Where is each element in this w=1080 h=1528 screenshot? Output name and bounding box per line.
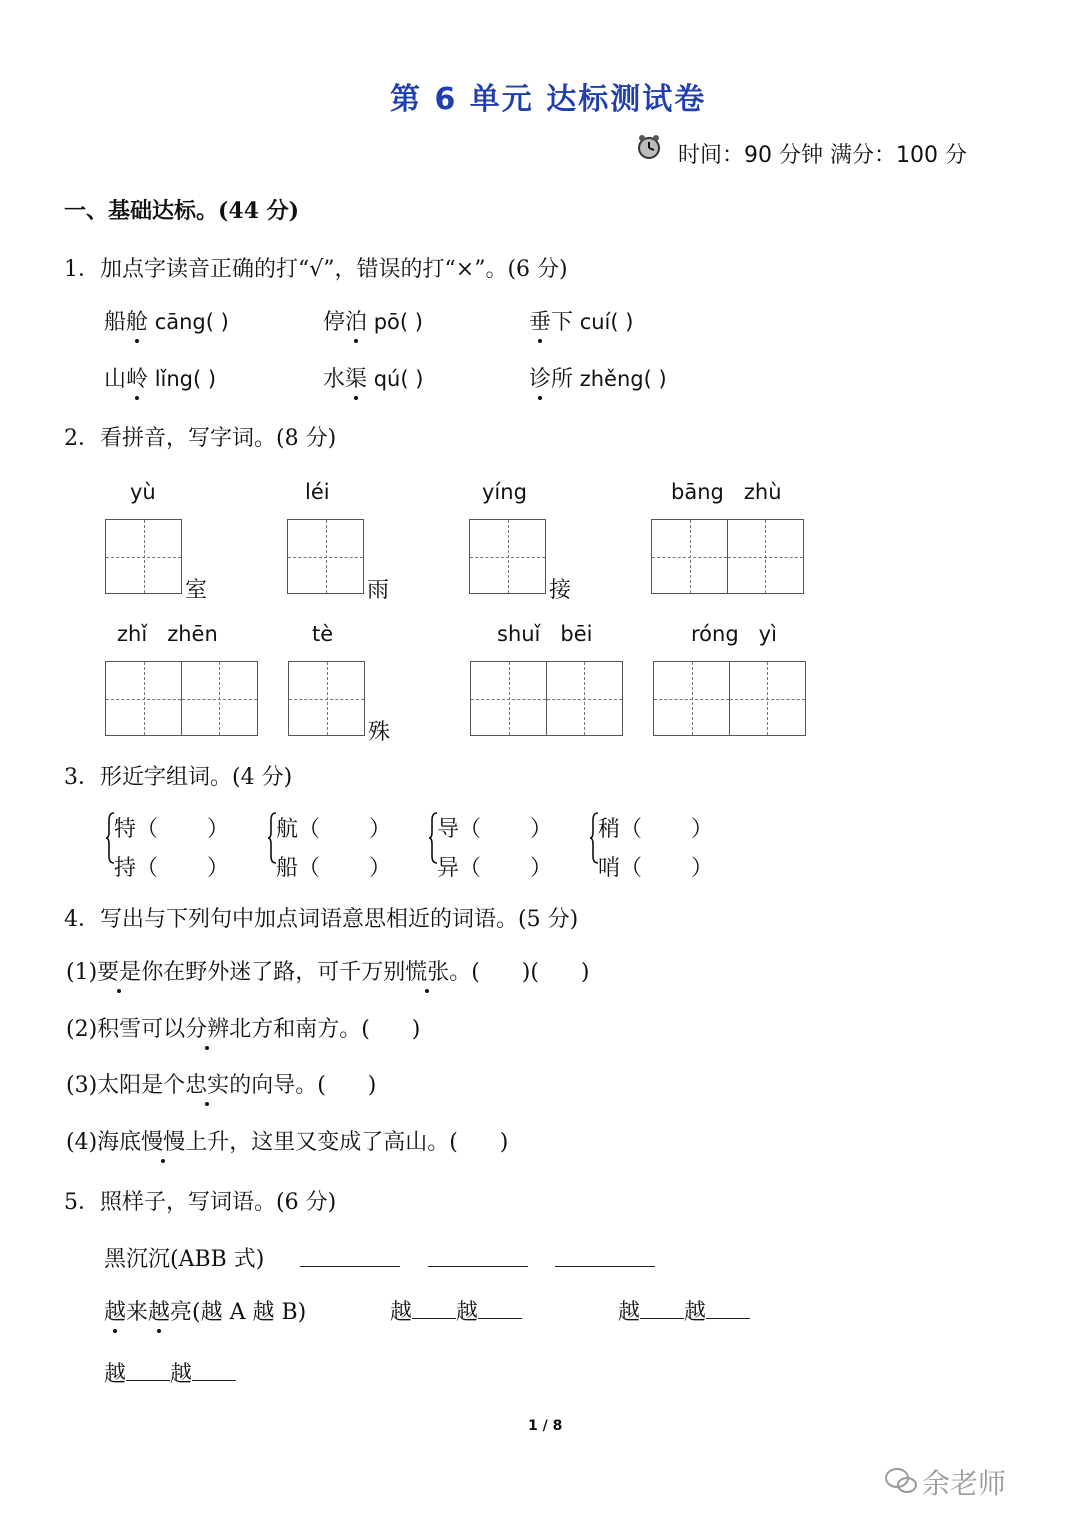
question-1-heading: 1．加点字读音正确的打“√”，错误的打“×”。(6 分)	[64, 257, 568, 282]
pinyin-label: zhǐ zhēn	[117, 622, 218, 646]
question-5-heading: 5．照样子，写词语。(6 分)	[64, 1190, 337, 1215]
answer-blank[interactable]	[412, 1300, 456, 1319]
alarm-clock-icon	[636, 134, 662, 160]
section-heading: 一、基础达标。(44 分)	[64, 198, 300, 224]
pinyin-label: bāng zhù	[671, 480, 782, 504]
q3-word: 导（ ）	[437, 817, 552, 842]
writing-grid[interactable]	[653, 661, 804, 736]
q4-sentence: (3)太阳是个忠实的向导。( )	[66, 1068, 376, 1099]
answer-blank[interactable]	[555, 1248, 655, 1267]
q3-word: 船（ ）	[276, 856, 391, 881]
time-score-info: 时间：90 分钟 满分：100 分	[678, 143, 967, 168]
writing-grid[interactable]	[105, 661, 256, 736]
answer-blank[interactable]	[640, 1300, 684, 1319]
answer-blank[interactable]	[706, 1300, 750, 1319]
answer-blank[interactable]	[126, 1362, 170, 1381]
answer-blank[interactable]	[428, 1248, 528, 1267]
pinyin-label: yù	[130, 480, 156, 504]
grid-suffix: 殊	[368, 720, 391, 745]
answer-blank[interactable]	[478, 1300, 522, 1319]
q5-example-abb: 黑沉沉(ABB 式)	[104, 1247, 265, 1272]
page-number: 1 / 8	[528, 1418, 563, 1434]
q5-yue-blank-group: 越 越	[618, 1295, 750, 1326]
question-3-heading: 3．形近字组词。(4 分)	[64, 765, 293, 790]
grid-suffix: 雨	[367, 578, 390, 603]
q4-sentence: (4)海底慢慢上升，这里又变成了高山。( )	[66, 1125, 508, 1156]
q3-word: 稍（ ）	[598, 817, 713, 842]
writing-grid[interactable]	[651, 519, 802, 594]
question-2-heading: 2．看拼音，写字词。(8 分)	[64, 426, 337, 451]
writing-grid[interactable]	[287, 519, 363, 594]
q4-sentence: (2)积雪可以分辨北方和南方。( )	[66, 1012, 420, 1043]
q5-example-yue: 越来越亮(越 A 越 B)	[104, 1295, 306, 1326]
pinyin-label: róng yì	[691, 622, 777, 646]
page-title: 第 6 单元 达标测试卷	[390, 82, 707, 117]
q3-word: 异（ ）	[437, 856, 552, 881]
question-4-heading: 4．写出与下列句中加点词语意思相近的词语。(5 分)	[64, 907, 579, 932]
pinyin-label: yíng	[482, 480, 527, 504]
q1-item: 诊所 zhěng( )	[529, 362, 667, 393]
answer-blank[interactable]	[192, 1362, 236, 1381]
pinyin-label: shuǐ bēi	[497, 622, 593, 646]
pinyin-label: léi	[305, 480, 330, 504]
writing-grid[interactable]	[470, 661, 621, 736]
q1-item: 垂下 cuí( )	[529, 305, 633, 336]
writing-grid[interactable]	[105, 519, 181, 594]
q3-word: 持（ ）	[114, 856, 229, 881]
wechat-icon	[884, 1466, 918, 1496]
writing-grid[interactable]	[288, 661, 364, 736]
writing-grid[interactable]	[469, 519, 545, 594]
q5-yue-blank-group: 越 越	[390, 1295, 522, 1326]
grid-suffix: 室	[185, 578, 208, 603]
q5-yue-blank-group: 越 越	[104, 1357, 236, 1388]
q3-word: 哨（ ）	[598, 856, 713, 881]
q1-item: 船舱 cāng( )	[104, 305, 229, 336]
answer-blank[interactable]	[300, 1248, 400, 1267]
q1-item: 水渠 qú( )	[323, 362, 423, 393]
pinyin-label: tè	[312, 622, 334, 646]
q1-item: 停泊 pō( )	[323, 305, 423, 336]
q3-word: 特（ ）	[114, 817, 229, 842]
watermark: 余老师	[922, 1467, 1007, 1500]
q4-sentence: (1)要是你在野外迷了路，可千万别慌张。( )( )	[66, 955, 589, 986]
q1-item: 山岭 lǐng( )	[104, 362, 216, 393]
q3-word: 航（ ）	[276, 817, 391, 842]
grid-suffix: 接	[549, 578, 572, 603]
